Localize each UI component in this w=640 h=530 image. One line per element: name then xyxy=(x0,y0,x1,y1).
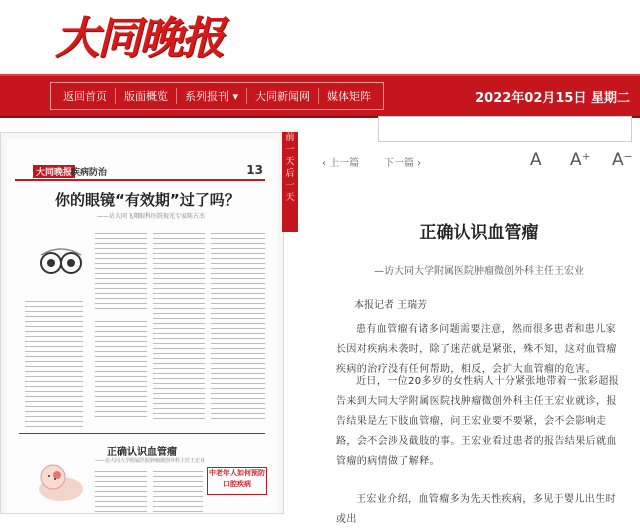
article-byline: 本报记者 王瑞芳 xyxy=(354,300,428,311)
article-column xyxy=(95,469,147,514)
page-section: 疾病防治 xyxy=(71,168,108,178)
page-divider xyxy=(19,433,265,434)
article-paragraph: 近日，一位20多岁的女性病人十分紧张地带着一张彩超报告来到大同大学附属医院找肿瘤微创外科主任王宏业就诊，报告结果是左下肢血管瘤，问王宏业要不要紧，会不会影响走路，会不会涉及截肢的事。王宏业看过患者的报告结果后就血管瘤的病情做了解释。 xyxy=(336,376,620,467)
tab-char[interactable]: 后 xyxy=(285,169,295,179)
page-sheet xyxy=(7,139,277,514)
font-normal-button[interactable]: A xyxy=(530,150,542,170)
nav-news-site[interactable]: 大同新闻网 xyxy=(247,88,319,104)
article-column xyxy=(25,299,83,429)
chevron-left-icon: ‹ xyxy=(322,158,330,169)
site-logo[interactable]: 大同晚报 xyxy=(55,13,223,64)
baby-illustration xyxy=(35,459,87,503)
nav-overview[interactable]: 版面概览 xyxy=(116,88,177,104)
tab-char[interactable]: 天 xyxy=(285,157,295,167)
newspaper-page-preview[interactable] xyxy=(0,132,284,514)
article-paragraph: 患有血管瘤有诸多问题需要注意，然而很多患者和患儿家长因对疾病未袭时，除了迷茫就是紧张，殊不知，这对血管瘤疾病的治疗没有任何帮助，相反，会扩大血管瘤的危害。 xyxy=(336,324,617,375)
article-column xyxy=(153,469,203,514)
font-increase-button[interactable]: A⁺ xyxy=(570,150,591,170)
prev-label: 上一篇 xyxy=(329,158,360,169)
article-column xyxy=(95,231,147,311)
next-article-button[interactable] xyxy=(384,154,421,169)
prev-article-button[interactable] xyxy=(322,154,359,169)
tab-char[interactable]: 一 xyxy=(285,145,295,155)
nav-media-matrix[interactable]: 媒体矩阵 xyxy=(327,90,372,103)
main-nav-bar xyxy=(0,74,640,118)
article-column xyxy=(153,231,205,421)
article-column xyxy=(211,231,265,421)
page-headline-glasses[interactable]: 你的眼镜“有效期”过了吗？ xyxy=(55,191,240,209)
article-toolbar xyxy=(318,150,636,178)
search-input[interactable] xyxy=(378,116,632,142)
page-logo: 大同晚报 xyxy=(33,165,75,178)
page-headline-hemangioma[interactable]: 正确认识血管瘤 xyxy=(107,447,177,458)
page-sidebox[interactable] xyxy=(207,467,267,495)
masthead xyxy=(0,0,640,74)
article-subtitle: —访大同大学附属医院肿瘤微创外科主任王宏业 xyxy=(374,266,584,277)
page-subhead-hemangioma: ——访大同大学附属医院肿瘤微创外科主任王宏业 xyxy=(95,458,206,464)
tab-char[interactable]: 一 xyxy=(285,181,295,191)
next-label: 下一篇 xyxy=(384,158,414,169)
nav-series[interactable]: 系列报刊 ▾ xyxy=(177,88,247,104)
day-navigation-tab xyxy=(282,132,298,232)
chevron-right-icon: › xyxy=(414,158,422,169)
page-number: 13 xyxy=(246,163,263,177)
article-title: 正确认识血管瘤 xyxy=(419,223,539,243)
tab-char[interactable]: 天 xyxy=(285,193,295,203)
tab-char[interactable]: 前 xyxy=(285,133,295,143)
nav-home[interactable]: 返回首页 xyxy=(55,88,116,104)
issue-date: 2022年02月15日 星期二 xyxy=(475,91,630,106)
page-header xyxy=(15,163,265,181)
nav-menu xyxy=(50,82,384,110)
article-paragraph: 王宏业介绍，血管瘤多为先天性疾病，多见于婴儿出生时或出 xyxy=(336,494,616,525)
article-column xyxy=(95,319,147,419)
font-decrease-button[interactable]: A⁻ xyxy=(612,150,633,170)
page-subhead-glasses: ——访大同飞翔眼科医院视光专家陈占杰 xyxy=(97,213,206,220)
sidebox-title: 中老年人如何预防口腔疾病 xyxy=(209,469,265,488)
glasses-illustration xyxy=(37,239,85,287)
